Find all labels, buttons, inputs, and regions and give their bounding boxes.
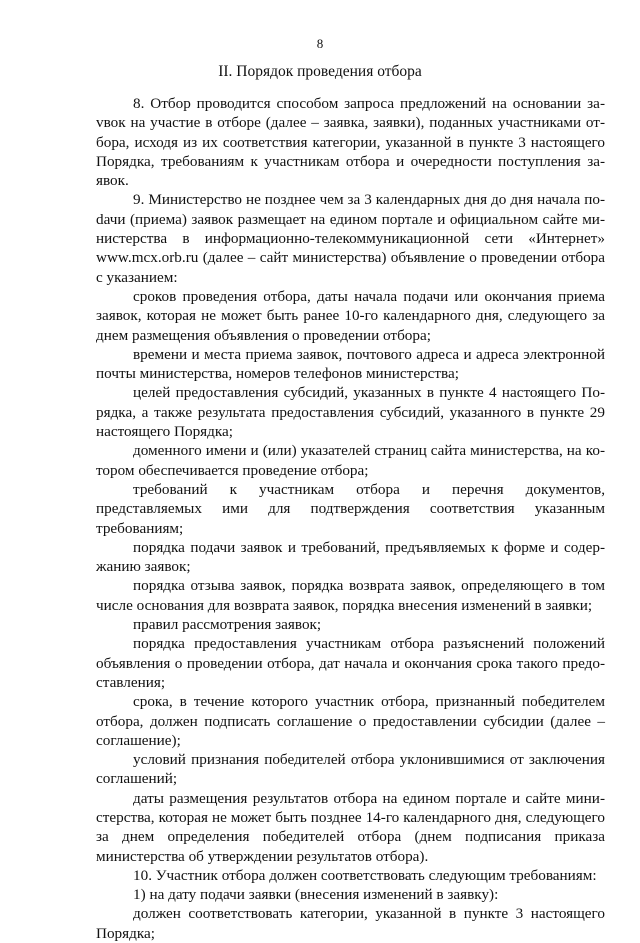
- list-item-clarifications: порядка предоставления участникам отбора разъяснений положений объявления о проведении отбора, дат начала и окончания срока такого предоставления;: [96, 635, 605, 691]
- list-item-submission-order: порядка подачи заявок и требований, предъявляемых к форме и содержанию заявок;: [96, 538, 605, 576]
- page-number: 8: [316, 36, 324, 51]
- subitem-1-category: должен соответствовать категории, указанной в пункте 3 настоящего Порядка;: [96, 905, 605, 942]
- paragraph-9: 9. Министерство не позднее чем за 3 календарных дня до дня начала поdачи (приема) заявок размещает на едином портале и официальном сайте министерства в информационно-телекоммуникационной сети «Интернет» www.mcx.orb.ru (далее – сайт министерства) объявление о проведении отбора с указанием:: [96, 191, 605, 286]
- list-item-goals: целей предоставления субсидий, указанных в пункте 4 настоящего Порядка, а также результата предоставления субсидий, указанного в пункте 29 настоящего Порядка;: [96, 384, 605, 441]
- list-item-time-place: времени и места приема заявок, почтового адреса и адреса электронной почты министерства, номеров телефонов министерства;: [96, 345, 605, 383]
- section-title: II. Порядок проведения отбора: [218, 63, 422, 80]
- list-item-evasion-conditions: условий признания победителей отбора уклонившимися от заключения соглашений;: [96, 751, 605, 788]
- list-item-requirements: требований к участникам отбора и перечня документов, представляемых ими для подтверждения соответствия указанным требованиям;: [96, 480, 605, 537]
- list-item-results-date: даты размещения результатов отбора на едином портале и сайте министерства, которая не может быть позднее 14-го календарного дня, следующего за днем определения победителей отбора (днем подписания приказа министерства об утверждении результатов отбора).: [96, 789, 605, 865]
- list-item-withdrawal-order: порядка отзыва заявок, порядка возврата заявок, определяющего в том числе основания для возврата заявок, порядка внесения изменений в заявки;: [96, 577, 605, 614]
- subitem-1: 1) на дату подачи заявки (внесения изменений в заявку):: [133, 886, 499, 904]
- list-item-domain: доменного имени и (или) указателей страниц сайта министерства, на котором обеспечивается проведение отбора;: [96, 442, 605, 479]
- list-item-review-rules: правил рассмотрения заявок;: [133, 616, 322, 634]
- list-item-signing-term: срока, в течение которого участник отбора, признанный победителем отбора, должен подписать соглашение о предоставлении субсидии (далее – соглашение);: [96, 693, 605, 749]
- list-item-deadlines: сроков проведения отбора, даты начала подачи или окончания приема заявок, которая не может быть ранее 10-го календарного дня, следующего за днем размещения объявления о проведении отбора;: [96, 287, 605, 344]
- paragraph-10: 10. Участник отбора должен соответствовать следующим требованиям:: [133, 866, 597, 884]
- paragraph-8: 8. Отбор проводится способом запроса предложений на основании заvвок на участие в отборе (далее – заявка, заявки), поданных участниками отбора, исходя из их соответствия категории, указанной в пункте 3 настоящего Порядка, требованиям к участникам отбора и очередности поступления заявок.: [96, 95, 605, 190]
- body-text: [96, 94, 605, 943]
